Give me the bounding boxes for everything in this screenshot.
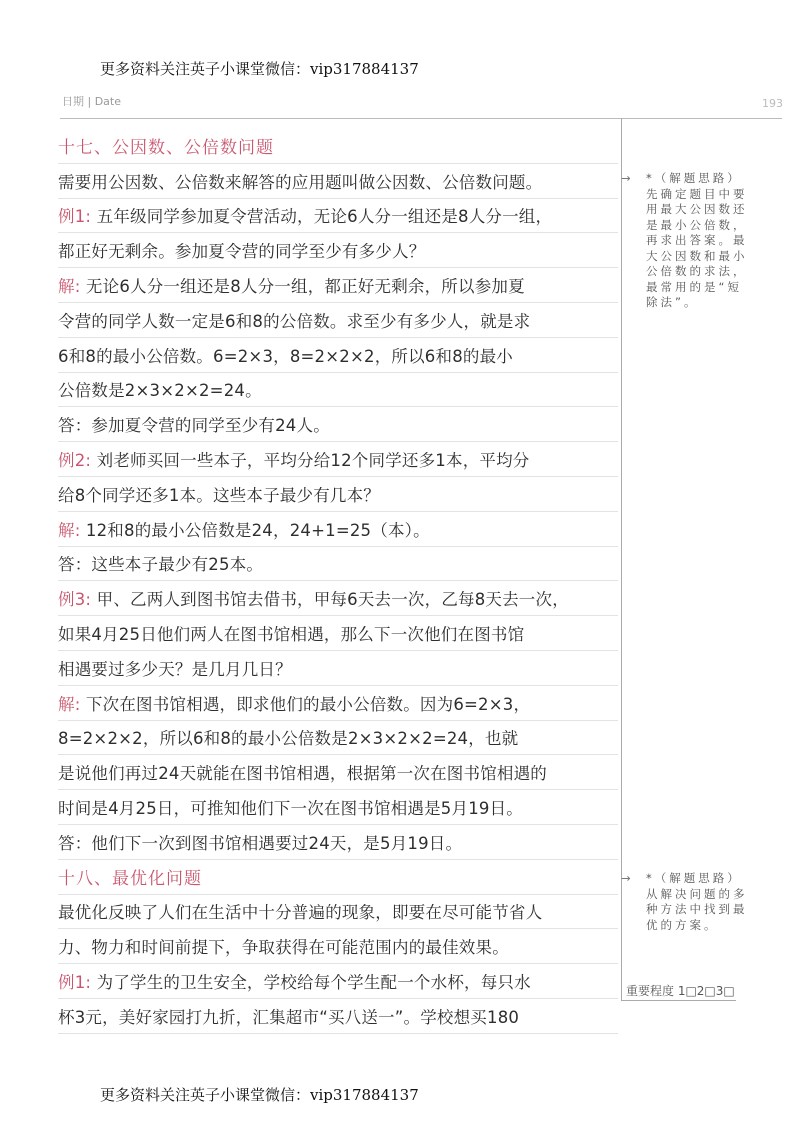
text-line	[58, 164, 618, 199]
side-note-text: *（解题思路）先确定题目中要用最大公因数还是最小公倍数，再求出答案。最大公因数和最小公倍数的求法，最常用的是“短除法”。	[646, 171, 748, 309]
line-text: 为了学生的卫生安全，学校给每个学生配一个水杯，每只水	[91, 973, 531, 993]
line-text: 杯3元，美好家园打九折，汇集超市“买八送一”。学校想买180	[58, 1007, 520, 1027]
line-text: 相遇要过多少天？是几月几日？	[58, 659, 292, 679]
text-line	[58, 338, 618, 373]
page-number: 193	[762, 97, 783, 110]
line-text: 是说他们再过24天就能在图书馆相遇，根据第一次在图书馆相遇的	[58, 764, 547, 784]
text-line	[58, 651, 618, 686]
line-text: 6和8的最小公倍数。6=2×3，8=2×2×2，所以6和8的最小	[58, 346, 514, 366]
watermark-top: 更多资料关注英子小课堂微信：vip317884137	[100, 60, 419, 78]
line-text: 无论6人分一组还是8人分一组，都正好无剩余，所以参加夏	[80, 277, 525, 297]
line-label: 例1:	[58, 207, 92, 227]
side-note-1	[621, 171, 751, 311]
side-note-text: *（解题思路）从解决问题的多种方法中找到最优的方案。	[646, 871, 748, 932]
text-line	[58, 303, 618, 338]
text-line	[58, 547, 618, 582]
line-text: 答：参加夏令营的同学至少有24人。	[58, 416, 330, 436]
line-text: 需要用公因数、公倍数来解答的应用题叫做公因数、公倍数问题。	[58, 172, 543, 192]
text-line	[58, 964, 618, 999]
text-line	[58, 581, 618, 616]
text-line	[58, 929, 618, 964]
line-label: 例2:	[58, 451, 92, 471]
line-label: 例3:	[58, 590, 92, 610]
line-text: 五年级同学参加夏令营活动，无论6人分一组还是8人分一组，	[91, 207, 553, 227]
line-label: 解:	[58, 694, 81, 714]
line-text: 时间是4月25日，可推知他们下一次在图书馆相遇是5月19日。	[58, 799, 523, 819]
section-title	[58, 860, 618, 895]
side-note-2	[621, 871, 751, 933]
section-title-text: 十八、最优化问题	[58, 869, 202, 890]
margin-divider	[621, 118, 622, 1000]
line-text: 给8个同学还多1本。这些本子最少有几本？	[58, 485, 380, 505]
line-text: 下次在图书馆相遇，即求他们的最小公倍数。因为6=2×3，	[80, 694, 531, 714]
line-text: 公倍数是2×3×2×2=24。	[58, 381, 262, 401]
line-label: 解:	[58, 520, 81, 540]
notebook-lines	[58, 129, 618, 1034]
line-label: 解:	[58, 277, 81, 297]
bottom-divider	[621, 1000, 736, 1001]
line-text: 甲、乙两人到图书馆去借书，甲每6天去一次，乙每8天去一次，	[91, 590, 569, 610]
line-text: 都正好无剩余。参加夏令营的同学至少有多少人？	[58, 242, 426, 262]
text-line	[58, 999, 618, 1034]
text-line	[58, 442, 618, 477]
line-text: 力、物力和时间前提下，争取获得在可能范围内的最佳效果。	[58, 938, 509, 958]
line-text: 8=2×2×2，所以6和8的最小公倍数是2×3×2×2=24，也就	[58, 729, 519, 749]
text-line	[58, 755, 618, 790]
header-divider	[60, 118, 782, 119]
line-label: 例1:	[58, 973, 92, 993]
arrow-icon: →	[621, 871, 631, 885]
text-line	[58, 512, 618, 547]
text-line	[58, 268, 618, 303]
date-label: 日期 | Date	[62, 95, 121, 108]
line-text: 12和8的最小公倍数是24，24+1=25（本）。	[80, 520, 430, 540]
text-line	[58, 616, 618, 651]
line-text: 刘老师买回一些本子，平均分给12个同学还多1本，平均分	[91, 451, 530, 471]
text-line	[58, 199, 618, 234]
line-text: 答：他们下一次到图书馆相遇要过24天，是5月19日。	[58, 833, 463, 853]
text-line	[58, 477, 618, 512]
line-text: 最优化反映了人们在生活中十分普遍的现象，即要在尽可能节省人	[58, 903, 543, 923]
text-line	[58, 373, 618, 408]
text-line	[58, 895, 618, 930]
line-text: 如果4月25日他们两人在图书馆相遇，那么下一次他们在图书馆	[58, 625, 525, 645]
text-line	[58, 233, 618, 268]
text-line	[58, 825, 618, 860]
text-line	[58, 790, 618, 825]
text-line	[58, 686, 618, 721]
importance-rating: 重要程度 1□2□3□	[626, 984, 735, 998]
line-text: 答：这些本子最少有25本。	[58, 555, 264, 575]
text-line	[58, 407, 618, 442]
watermark-bottom: 更多资料关注英子小课堂微信：vip317884137	[100, 1086, 419, 1104]
arrow-icon: →	[621, 171, 631, 185]
section-title	[58, 129, 618, 164]
line-text: 令营的同学人数一定是6和8的公倍数。求至少有多少人，就是求	[58, 311, 531, 331]
section-title-text: 十七、公因数、公倍数问题	[58, 138, 274, 159]
text-line	[58, 721, 618, 756]
